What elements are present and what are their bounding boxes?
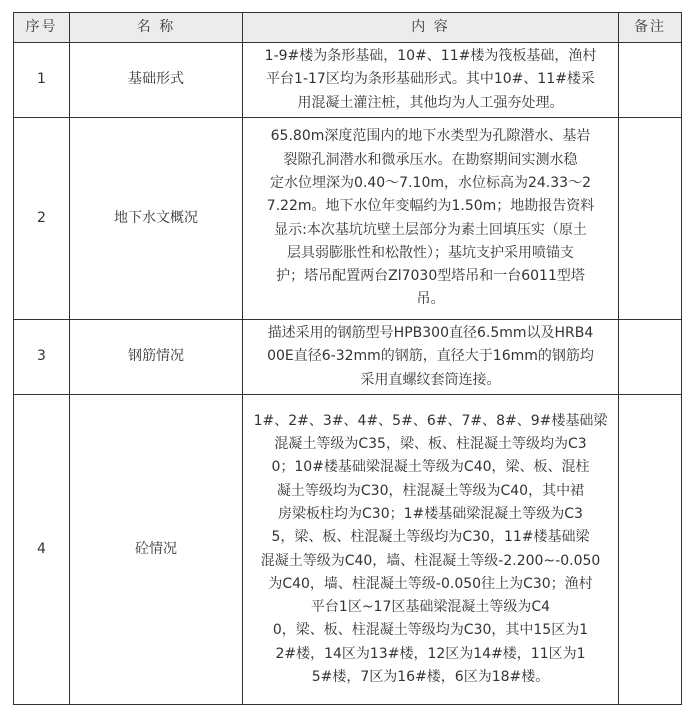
content-line: 1#、2#、3#、4#、5#、6#、7#、8#、9#楼基础梁 [253,412,608,429]
row-number: 3 [14,320,70,395]
project-info-table [13,12,682,705]
row-content [243,320,619,395]
header-no: 序号 [14,13,70,43]
content-line: 7.22m。地下水位年变幅约为1.50m；地勘报告资料 [266,198,595,215]
content-line: 采用直螺纹套筒连接。 [360,371,501,388]
table-row [14,395,682,705]
row-content [243,43,619,118]
row-remark [619,395,682,705]
content-line: 平台1-17区均为条形基础形式。其中10#、11#楼采 [266,71,595,88]
content-line: 65.80m深度范围内的地下水类型为孔隙潜水、基岩 [270,128,591,145]
content-line: 0；10#楼基础梁混凝土等级为C40，梁、板、混柱 [271,459,590,476]
content-line: 2#楼，14区为13#楼，12区为14#楼，11区为1 [275,645,586,662]
content-line: 平台1区~17区基础梁混凝土等级为C4 [310,599,551,616]
table-row [14,118,682,320]
header-remark: 备注 [619,13,682,43]
content-line: 裂隙孔洞潜水和微承压水。在勘察期间实测水稳 [283,151,578,168]
content-line: 护；塔吊配置两台Zl7030型塔吊和一台6011型塔 [276,268,585,285]
content-line: 层具弱膨胀性和松散性）；基坑支护采用喷锚支 [287,244,574,261]
row-number: 2 [14,118,70,320]
content-line: 吊。 [416,291,445,308]
content-line: 房梁板柱均为C30；1#楼基础梁混凝土等级为C3 [278,505,583,522]
content-line: 混凝土等级为C35，梁、板、柱混凝土等级均为C3 [274,436,587,453]
content-line: 0，梁、板、柱混凝土等级均为C30，其中15区为1 [272,622,589,639]
row-name: 基础形式 [70,43,243,118]
table-row [14,320,682,395]
row-number: 4 [14,395,70,705]
content-line: 5#楼，7区为16#楼，6区为18#楼。 [311,668,550,685]
content-line: 混凝土等级为C40，墙、柱混凝土等级-2.200~-0.050 [260,552,601,569]
table-row [14,43,682,118]
content-line: 1-9#楼为条形基础，10#、11#楼为筏板基础，渔村 [264,48,597,65]
row-content [243,118,619,320]
content-line: 显示:本次基坑坑壁土层部分为素土回填压实（原土 [274,221,587,238]
content-line: 00E直径6-32mm的钢筋，直径大于16mm的钢筋均 [267,348,594,365]
content-line: 5，梁、板、柱混凝土等级均为C30，11#楼基础梁 [271,529,590,546]
header-name: 名 称 [70,13,243,43]
row-number: 1 [14,43,70,118]
row-name: 钢筋情况 [70,320,243,395]
content-line: 凝土等级均为C30，柱混凝土等级为C40，其中裙 [276,482,585,499]
header-content: 内 容 [243,13,619,43]
content-line: 为C40，墙、柱混凝土等级-0.050往上为C30；渔村 [268,575,593,592]
header-row [14,13,682,43]
row-remark [619,118,682,320]
content-line: 用混凝土灌注桩，其他均为人工强夯处理。 [297,94,564,111]
content-line: 描述采用的钢筋型号HPB300直径6.5mm以及HRB4 [267,325,594,342]
row-remark [619,43,682,118]
row-content [243,395,619,705]
row-name: 地下水文概况 [70,118,243,320]
content-line: 定水位埋深为0.40～7.10m，水位标高为24.33～2 [270,174,591,191]
row-remark [619,320,682,395]
row-name: 砼情况 [70,395,243,705]
